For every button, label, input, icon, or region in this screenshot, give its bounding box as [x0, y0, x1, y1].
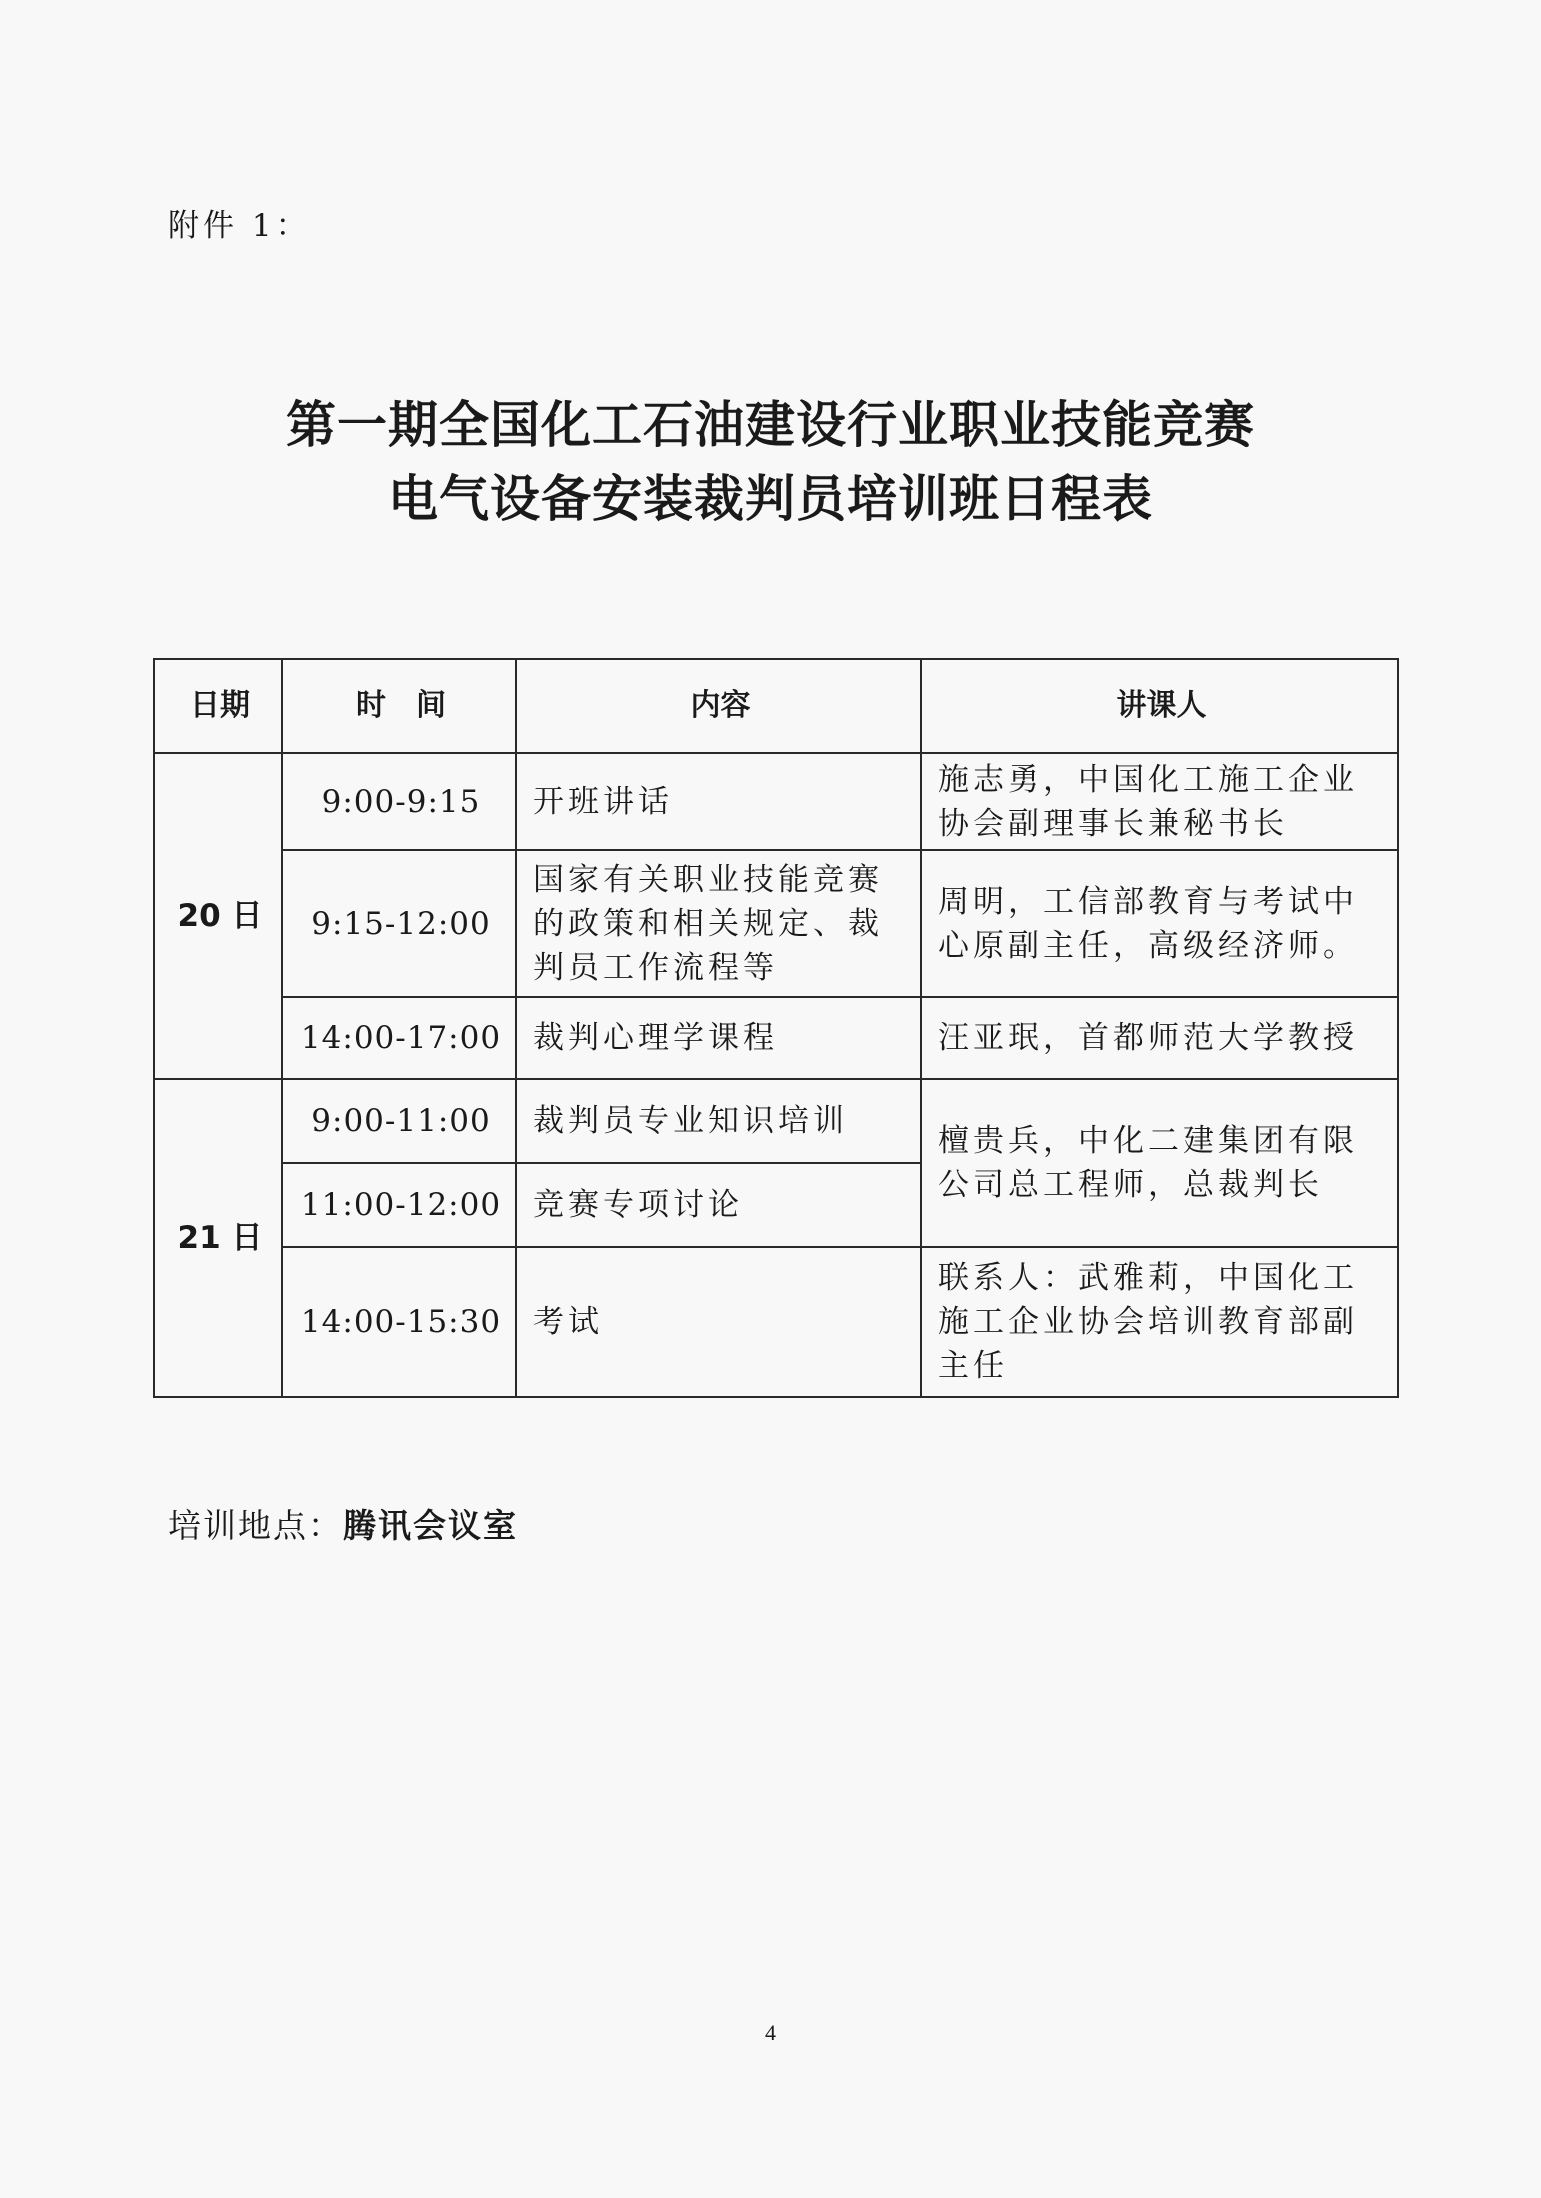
- content-cell: 考试: [516, 1247, 921, 1397]
- table-header-row: [154, 659, 1398, 753]
- title-line-2: 电气设备安装裁判员培训班日程表: [388, 470, 1153, 528]
- table-row: [154, 753, 1398, 850]
- document-title: [0, 388, 1541, 536]
- time-cell: 9:00-11:00: [282, 1079, 516, 1163]
- header-date: 日期: [154, 659, 282, 753]
- lecturer-cell: 联系人：武雅莉，中国化工施工企业协会培训教育部副主任: [921, 1247, 1398, 1397]
- table-row: [154, 997, 1398, 1079]
- title-line-1: 第一期全国化工石油建设行业职业技能竞赛: [286, 396, 1255, 454]
- time-cell: 9:00-9:15: [282, 753, 516, 850]
- table-row: [154, 850, 1398, 997]
- header-time: 时 间: [282, 659, 516, 753]
- header-lecturer: 讲课人: [921, 659, 1398, 753]
- lecturer-cell: 施志勇，中国化工施工企业协会副理事长兼秘书长: [921, 753, 1398, 850]
- table-row: [154, 1247, 1398, 1397]
- date-cell: 21 日: [154, 1079, 282, 1397]
- lecturer-cell: 周明，工信部教育与考试中心原副主任，高级经济师。: [921, 850, 1398, 997]
- time-cell: 9:15-12:00: [282, 850, 516, 997]
- time-cell: 14:00-15:30: [282, 1247, 516, 1397]
- attachment-label: 附件 1：: [168, 208, 311, 244]
- page-number: 4: [765, 2020, 776, 2045]
- lecturer-cell: 汪亚珉，首都师范大学教授: [921, 997, 1398, 1079]
- content-cell: 竞赛专项讨论: [516, 1163, 921, 1247]
- content-cell: 开班讲话: [516, 753, 921, 850]
- time-cell: 14:00-17:00: [282, 997, 516, 1079]
- content-cell: 裁判心理学课程: [516, 997, 921, 1079]
- table-row: [154, 1079, 1398, 1163]
- lecturer-cell: 檀贵兵，中化二建集团有限公司总工程师，总裁判长: [921, 1079, 1398, 1247]
- venue-line: [168, 1500, 518, 1547]
- content-cell: 裁判员专业知识培训: [516, 1079, 921, 1163]
- time-cell: 11:00-12:00: [282, 1163, 516, 1247]
- venue-label: 培训地点：: [168, 1506, 343, 1545]
- date-cell: 20 日: [154, 753, 282, 1079]
- header-content: 内容: [516, 659, 921, 753]
- schedule-table: [153, 658, 1399, 1398]
- venue-value: 腾讯会议室: [343, 1506, 518, 1545]
- content-cell: 国家有关职业技能竞赛的政策和相关规定、裁判员工作流程等: [516, 850, 921, 997]
